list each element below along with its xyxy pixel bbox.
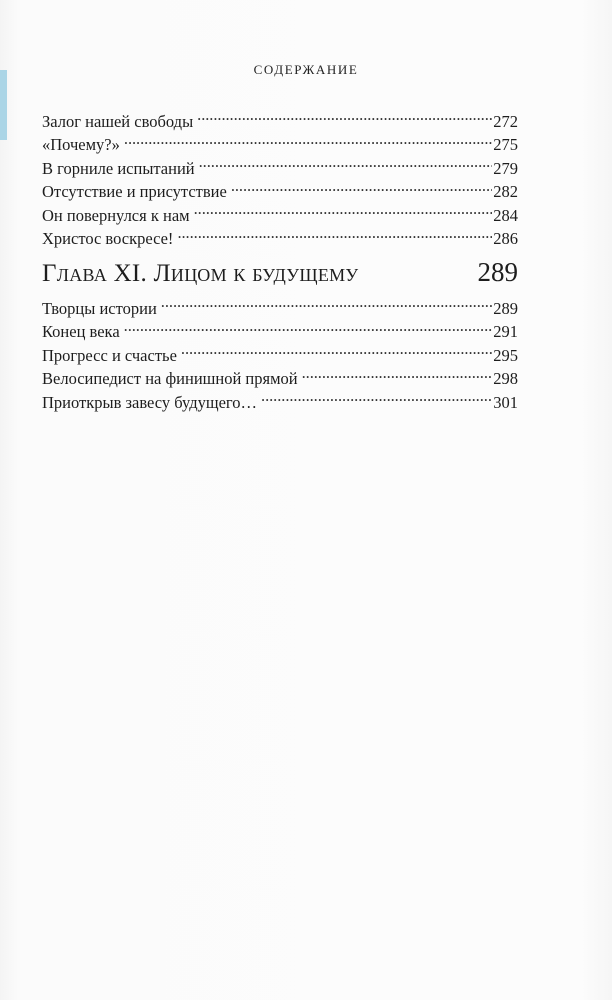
- toc-entry-title: Прогресс и счастье: [42, 345, 177, 365]
- toc-entry-page: 282: [493, 182, 518, 201]
- dot-leader: [194, 197, 493, 221]
- dot-leader: [124, 127, 492, 151]
- dot-leader: [197, 103, 492, 127]
- toc-entry-page: 272: [493, 111, 518, 131]
- toc-entry-page: 291: [493, 322, 518, 341]
- table-of-contents: [42, 103, 518, 412]
- toc-entry: [42, 290, 518, 318]
- toc-entry-page: 301: [493, 392, 518, 412]
- toc-entry-page: 295: [493, 345, 518, 365]
- dot-leader: [302, 361, 493, 385]
- toc-entry-page: 279: [493, 158, 518, 178]
- toc-entry: [42, 103, 518, 131]
- dot-leader: [177, 221, 492, 245]
- toc-entry-page: 286: [493, 229, 518, 248]
- dot-leader: [199, 150, 493, 174]
- dot-leader: [261, 384, 492, 408]
- toc-entry-title: Конец века: [42, 322, 120, 341]
- toc-entry-title: Отсутствие и присутствие: [42, 182, 227, 201]
- running-head: СОДЕРЖАНИЕ: [253, 62, 359, 77]
- toc-entry-title: Велосипедист на финишной прямой: [42, 369, 298, 388]
- toc-entry-title: В горниле испытаний: [42, 158, 195, 178]
- toc-entry-page: 289: [493, 298, 518, 318]
- toc-entry-title: «Почему?»: [42, 135, 120, 154]
- chapter-heading: [42, 257, 518, 287]
- toc-entry-title: Христос воскресе!: [42, 229, 174, 248]
- toc-entry-title: Приоткрыв завесу будущего…: [42, 392, 258, 412]
- dot-leader: [161, 290, 492, 314]
- chapter-page: 289: [477, 257, 518, 287]
- toc-entry-page: 298: [493, 369, 518, 388]
- toc-entry-title: Он повернулся к нам: [42, 205, 190, 225]
- toc-entry-title: Творцы истории: [42, 298, 157, 318]
- toc-entry-title: Залог нашей свободы: [42, 111, 194, 131]
- toc-entry-page: 284: [493, 205, 518, 225]
- dot-leader: [231, 174, 492, 198]
- toc-entry-page: 275: [493, 135, 518, 154]
- dot-leader: [124, 314, 493, 338]
- page-edge-tab: [0, 70, 7, 140]
- dot-leader: [181, 337, 492, 361]
- chapter-title: Глава XI. Лицом к будущему: [42, 260, 359, 287]
